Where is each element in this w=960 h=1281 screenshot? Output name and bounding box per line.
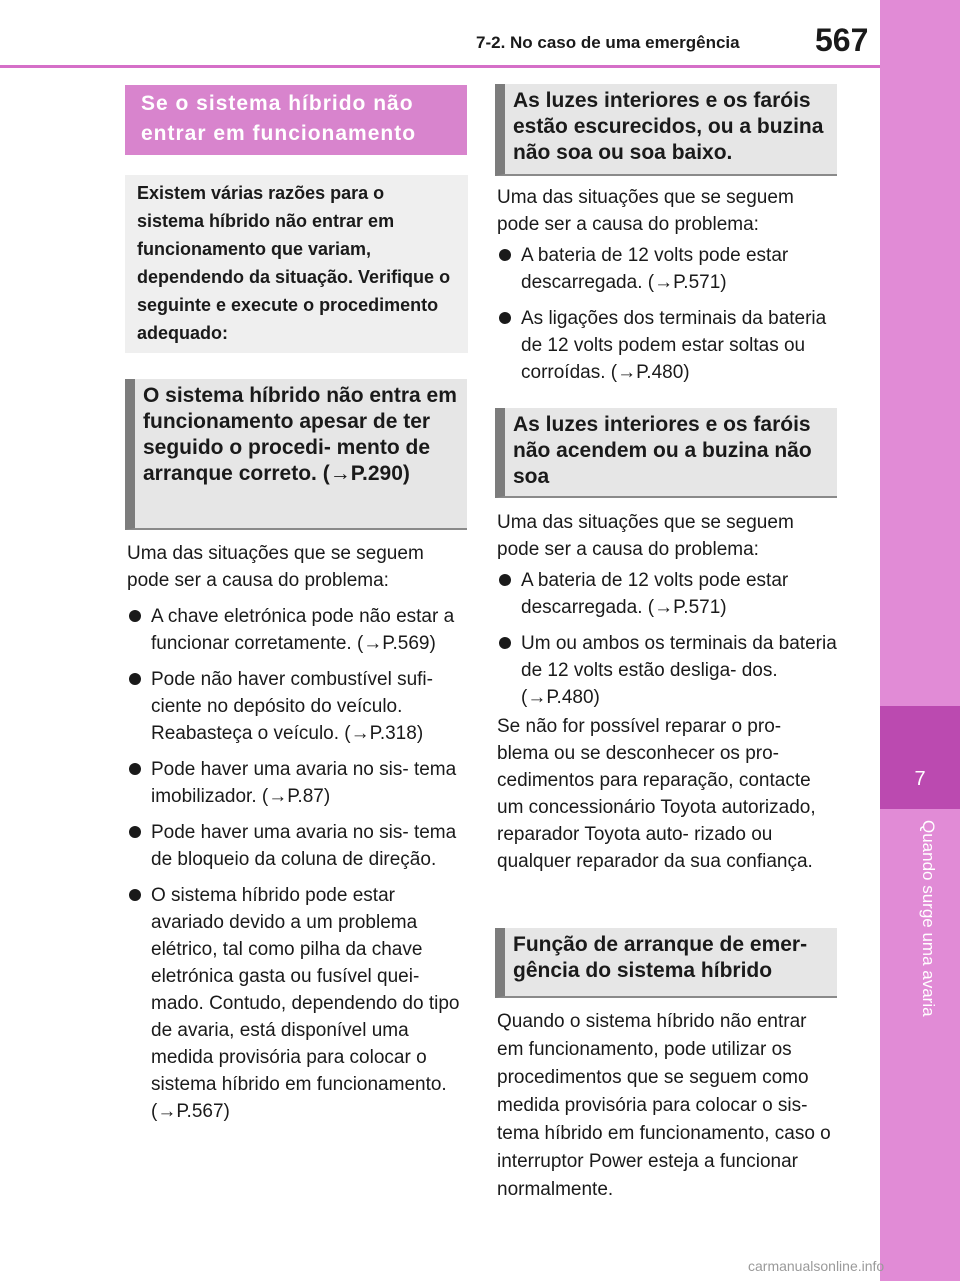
bullet-icon — [499, 312, 511, 324]
page-number: 567 — [815, 22, 869, 58]
intro-box: Existem várias razões para o sistema híbrido não entrar em funcionamento que variam, dependendo da situação. Verifique o seguinte e execute o procedimento adequado: — [125, 175, 468, 353]
cause-list — [497, 567, 837, 720]
cause-list — [497, 242, 837, 395]
list-item: A chave eletrónica pode não estar a funcionar corretamente. (→P.569) — [127, 603, 467, 657]
header-rule — [0, 65, 880, 68]
lead-paragraph: Uma das situações que se seguem pode ser a causa do problema: — [127, 543, 424, 591]
list-item: Pode haver uma avaria no sis- tema de bloqueio da coluna de direção. — [127, 819, 467, 873]
bullet-icon — [129, 673, 141, 685]
list-item: Pode não haver combustível sufi- ciente no depósito do veículo. Reabasteça o veículo. (→P.318) — [127, 666, 467, 747]
bullet-icon — [499, 249, 511, 261]
closing-paragraph: Quando o sistema híbrido não entrar em funcionamento, pode utilizar os procedimentos que se seguem como medida provisória para colocar o sis- tema híbrido em funcionamento, caso o interruptor Power esteja a funcionar normalmente. — [497, 1011, 831, 1200]
list-item: Pode haver uma avaria no sis- tema imobilizador. (→P.87) — [127, 756, 467, 810]
bullet-icon — [499, 574, 511, 586]
chapter-label: Quando surge uma avaria — [919, 820, 938, 1017]
chapter-number: 7 — [914, 768, 926, 790]
bullet-icon — [129, 763, 141, 775]
chapter-tab[interactable] — [880, 706, 960, 809]
bullet-icon — [129, 610, 141, 622]
lead-paragraph: Uma das situações que se seguem pode ser a causa do problema: — [497, 187, 794, 235]
dealer-note: Se não for possível reparar o pro- blema ou se desconhecer os pro- cedimentos para reparação, contacte um concessionário Toyota autorizado, reparador Toyota auto- rizado ou qualquer reparador da sua confiança. — [497, 716, 816, 872]
subheading-emergency-start: Função de arranque de emer- gência do sistema híbrido — [495, 928, 837, 998]
subheading-lights-dim: As luzes interiores e os faróis estão escurecidos, ou a buzina não soa ou soa baixo. — [495, 84, 837, 176]
list-item: A bateria de 12 volts pode estar descarregada. (→P.571) — [497, 242, 837, 296]
chapter-side-band — [880, 0, 960, 1281]
bullet-icon — [129, 889, 141, 901]
section-title: 7-2. No caso de uma emergência — [476, 33, 740, 52]
lead-paragraph: Uma das situações que se seguem pode ser a causa do problema: — [497, 512, 794, 560]
section-banner: Se o sistema híbrido não entrar em funcionamento — [125, 85, 467, 155]
subheading-lights-off: As luzes interiores e os faróis não acendem ou a buzina não soa — [495, 408, 837, 498]
list-item: As ligações dos terminais da bateria de 12 volts podem estar soltas ou corroídas. (→P.480) — [497, 305, 837, 386]
watermark: carmanualsonline.info — [748, 1258, 885, 1274]
subheading-not-starting: O sistema híbrido não entra em funcionamento apesar de ter seguido o procedi- mento de arranque correto. (→P.290) — [125, 379, 467, 530]
list-item: Um ou ambos os terminais da bateria de 12 volts estão desliga- dos. (→P.480) — [497, 630, 837, 711]
list-item: O sistema híbrido pode estar avariado devido a um problema elétrico, tal como pilha da chave eletrónica gasta ou fusível quei- mado. Contudo, dependendo do tipo de avaria, está disponível uma medida provisória para colocar o sistema híbrido em funcionamento. (→P.567) — [127, 882, 467, 1125]
list-item: A bateria de 12 volts pode estar descarregada. (→P.571) — [497, 567, 837, 621]
bullet-icon — [129, 826, 141, 838]
bullet-icon — [499, 637, 511, 649]
cause-list — [127, 603, 467, 1134]
